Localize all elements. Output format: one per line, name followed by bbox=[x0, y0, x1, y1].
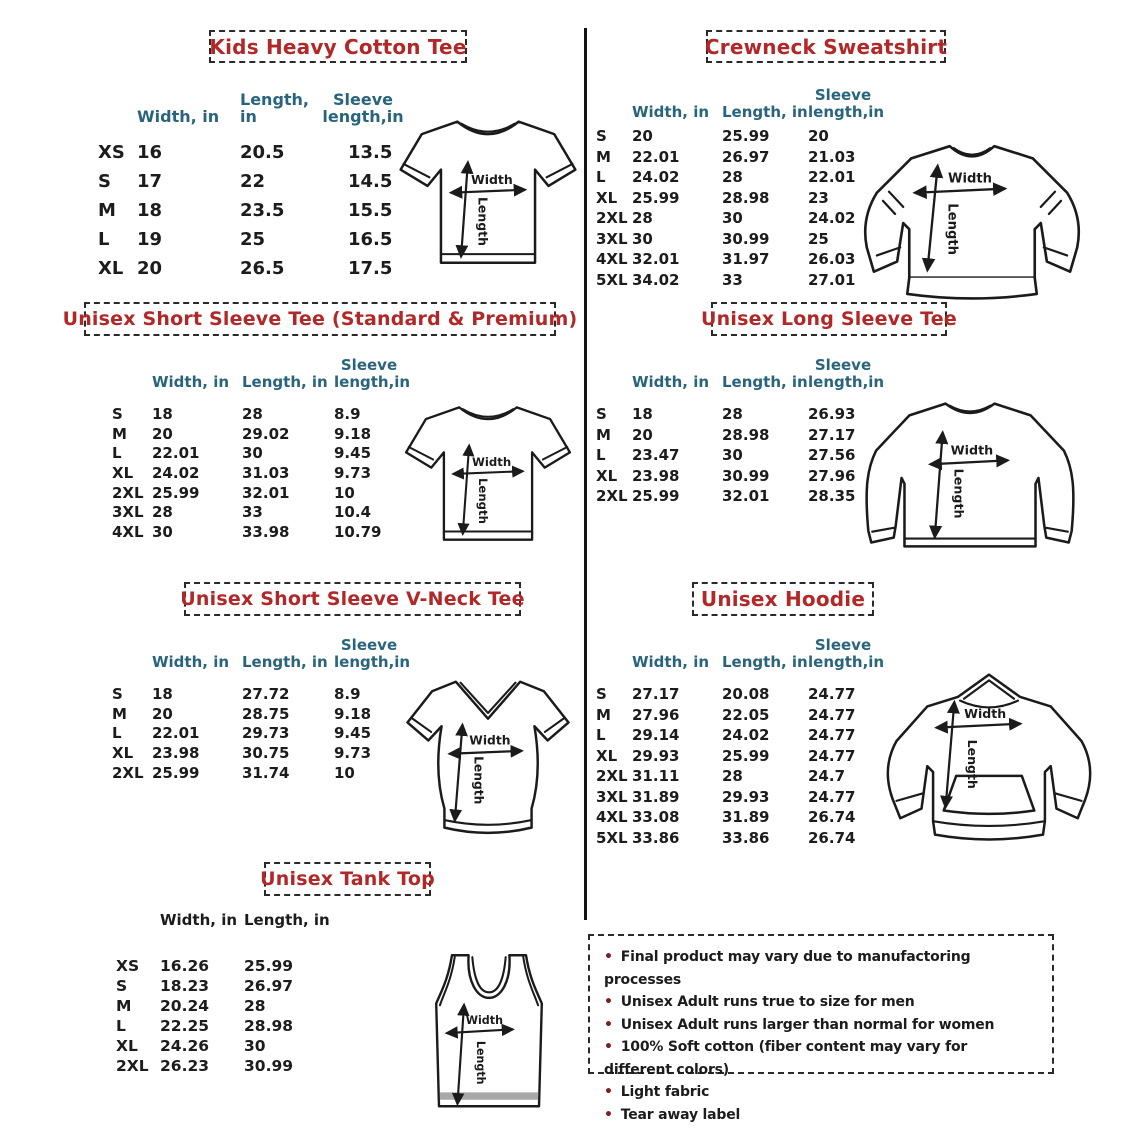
measurement-value: 28 bbox=[722, 767, 743, 786]
center-divider-line bbox=[584, 28, 587, 920]
product-notes-box bbox=[588, 934, 1054, 1123]
measurement-value: 23.98 bbox=[152, 743, 200, 762]
table-row bbox=[112, 723, 404, 743]
table-header-row bbox=[112, 630, 411, 672]
table-row bbox=[596, 807, 878, 828]
measurement-value: 21.03 bbox=[808, 147, 856, 166]
column-header: Sleeve length,in bbox=[334, 356, 411, 391]
tshirt-illustration bbox=[398, 392, 578, 564]
width-label: Width bbox=[465, 1013, 503, 1027]
measurement-value: 25.99 bbox=[722, 127, 770, 146]
column-header: Length, in bbox=[722, 652, 808, 671]
size-label: L bbox=[98, 229, 110, 250]
measurement-value: 9.18 bbox=[334, 424, 372, 443]
measurement-value: 31.89 bbox=[722, 808, 770, 827]
measurement-value: 9.45 bbox=[334, 724, 372, 743]
measurement-value: 22.05 bbox=[722, 705, 770, 724]
measurement-value: 30.99 bbox=[722, 229, 770, 248]
size-label: L bbox=[596, 726, 606, 745]
table-header-row bbox=[98, 80, 404, 128]
measurement-value: 24.02 bbox=[152, 463, 200, 482]
note-item: • 100% Soft cotton (fiber content may vary for different colors) bbox=[604, 1036, 1038, 1081]
measurement-value: 20 bbox=[152, 704, 173, 723]
column-header: Length, in bbox=[722, 372, 808, 391]
measurement-value: 28 bbox=[244, 997, 266, 1015]
measurement-value: 25.99 bbox=[152, 763, 200, 782]
size-table-v-neck bbox=[112, 630, 411, 782]
measurement-value: 26.03 bbox=[808, 250, 856, 269]
measurement-value: 29.14 bbox=[632, 726, 680, 745]
size-label: M bbox=[596, 425, 611, 444]
measurement-value: 28.35 bbox=[808, 487, 856, 506]
measurement-value: 20 bbox=[152, 424, 173, 443]
measurement-value: 8.9 bbox=[334, 684, 361, 703]
table-row bbox=[596, 229, 878, 250]
column-header: Width, in bbox=[152, 372, 230, 391]
measurement-value: 16.26 bbox=[160, 957, 210, 975]
measurement-value: 33 bbox=[722, 270, 743, 289]
table-header-row bbox=[596, 350, 885, 392]
width-label: Width bbox=[470, 172, 513, 188]
column-header: Width, in bbox=[152, 652, 230, 671]
note-item: • Unisex Adult runs larger than normal for women bbox=[604, 1014, 1038, 1037]
column-header: Width, in bbox=[137, 107, 220, 127]
measurement-value: 18 bbox=[152, 684, 173, 703]
size-label: 2XL bbox=[112, 763, 144, 782]
table-row bbox=[116, 1056, 336, 1076]
measurement-value: 18 bbox=[632, 405, 653, 424]
measurement-value: 30.99 bbox=[244, 1057, 294, 1075]
width-label: Width bbox=[472, 454, 512, 469]
table-row bbox=[116, 996, 336, 1016]
size-label: XL bbox=[596, 466, 618, 485]
size-label: 2XL bbox=[596, 767, 628, 786]
section-title-long-sleeve: Unisex Long Sleeve Tee bbox=[711, 302, 947, 336]
measurement-value: 16 bbox=[137, 142, 163, 163]
table-row bbox=[98, 254, 404, 283]
size-label: 5XL bbox=[596, 270, 628, 289]
section-title-tank: Unisex Tank Top bbox=[264, 862, 431, 896]
measurement-value: 31.11 bbox=[632, 767, 680, 786]
measurement-value: 30 bbox=[632, 229, 653, 248]
table-row bbox=[112, 743, 404, 763]
table-row bbox=[112, 404, 404, 424]
table-row bbox=[596, 188, 878, 209]
measurement-value: 26.23 bbox=[160, 1057, 210, 1075]
size-label: 3XL bbox=[596, 229, 628, 248]
measurement-value: 28 bbox=[722, 405, 743, 424]
measurement-value: 25 bbox=[808, 229, 829, 248]
table-row bbox=[596, 787, 878, 808]
measurement-value: 20.5 bbox=[240, 142, 285, 163]
measurement-value: 23 bbox=[808, 188, 829, 207]
note-item: • Tear away label bbox=[604, 1104, 1038, 1127]
measurement-value: 27.96 bbox=[632, 705, 680, 724]
size-table-short-sleeve bbox=[112, 350, 411, 542]
measurement-value: 33 bbox=[242, 503, 263, 522]
measurement-value: 29.73 bbox=[242, 724, 290, 743]
measurement-value: 27.17 bbox=[632, 685, 680, 704]
size-label: XL bbox=[112, 743, 134, 762]
measurement-value: 26.74 bbox=[808, 828, 856, 847]
measurement-value: 31.03 bbox=[242, 463, 290, 482]
measurement-value: 9.45 bbox=[334, 444, 372, 463]
column-header: Width, in bbox=[632, 372, 710, 391]
table-row bbox=[596, 208, 878, 229]
measurement-value: 24.77 bbox=[808, 787, 856, 806]
size-label: 3XL bbox=[112, 503, 144, 522]
size-table-crewneck bbox=[596, 80, 885, 290]
width-label: Width bbox=[469, 733, 511, 748]
sweatshirt-illustration bbox=[850, 130, 1094, 302]
measurement-value: 22.01 bbox=[808, 168, 856, 187]
measurement-value: 17 bbox=[137, 171, 163, 192]
measurement-value: 24.26 bbox=[160, 1037, 210, 1055]
column-header: Length, in bbox=[244, 910, 330, 929]
size-label: M bbox=[116, 997, 132, 1015]
table-row bbox=[112, 443, 404, 463]
table-header-row bbox=[112, 350, 411, 392]
measurement-value: 29.93 bbox=[632, 746, 680, 765]
measurement-value: 22 bbox=[240, 171, 266, 192]
note-item: • Light fabric bbox=[604, 1081, 1038, 1104]
size-label: L bbox=[596, 446, 606, 465]
table-row bbox=[112, 763, 404, 783]
measurement-value: 22.01 bbox=[632, 147, 680, 166]
column-header: Sleeve length,in bbox=[334, 636, 411, 671]
size-label: S bbox=[596, 127, 607, 146]
width-label: Width bbox=[947, 171, 992, 187]
size-table-tank bbox=[116, 908, 336, 1076]
measurement-value: 18 bbox=[152, 404, 173, 423]
measurement-value: 30.75 bbox=[242, 743, 290, 762]
measurement-value: 32.01 bbox=[722, 487, 770, 506]
table-row bbox=[596, 466, 878, 487]
size-label: 2XL bbox=[596, 209, 628, 228]
size-label: XL bbox=[596, 188, 618, 207]
v-neck-tee-illustration bbox=[398, 670, 578, 846]
measurement-value: 20.08 bbox=[722, 685, 770, 704]
size-label: 2XL bbox=[596, 487, 628, 506]
measurement-value: 26.74 bbox=[808, 808, 856, 827]
measurement-value: 33.08 bbox=[632, 808, 680, 827]
measurement-value: 31.89 bbox=[632, 787, 680, 806]
measurement-value: 27.96 bbox=[808, 466, 856, 485]
measurement-value: 26.5 bbox=[240, 258, 285, 279]
table-row bbox=[116, 976, 336, 996]
measurement-value: 23.5 bbox=[240, 200, 285, 221]
size-label: M bbox=[596, 147, 611, 166]
table-row bbox=[98, 138, 404, 167]
size-label: 2XL bbox=[112, 483, 144, 502]
measurement-value: 22.01 bbox=[152, 444, 200, 463]
measurement-value: 20 bbox=[632, 127, 653, 146]
measurement-value: 28 bbox=[242, 404, 263, 423]
size-label: XL bbox=[98, 258, 124, 279]
note-item: • Unisex Adult runs true to size for men bbox=[604, 991, 1038, 1014]
measurement-value: 30 bbox=[244, 1037, 266, 1055]
size-label: XL bbox=[596, 746, 618, 765]
table-row bbox=[98, 196, 404, 225]
table-row bbox=[98, 225, 404, 254]
table-row bbox=[112, 463, 404, 483]
product-notes-list bbox=[604, 946, 1038, 1126]
table-row bbox=[596, 249, 878, 270]
measurement-value: 26.93 bbox=[808, 405, 856, 424]
measurement-value: 26.97 bbox=[244, 977, 294, 995]
measurement-value: 24.7 bbox=[808, 767, 846, 786]
table-row bbox=[596, 126, 878, 147]
measurement-value: 30 bbox=[152, 522, 173, 541]
table-header-row bbox=[596, 80, 885, 122]
size-label: L bbox=[596, 168, 606, 187]
measurement-value: 28 bbox=[722, 168, 743, 187]
length-label: Length bbox=[471, 756, 486, 805]
measurement-value: 33.98 bbox=[242, 522, 290, 541]
measurement-value: 20 bbox=[808, 127, 829, 146]
column-header: Length, in bbox=[242, 652, 328, 671]
column-header: Sleeve length,in bbox=[808, 356, 885, 391]
measurement-value: 24.77 bbox=[808, 726, 856, 745]
measurement-value: 22.01 bbox=[152, 724, 200, 743]
measurement-value: 28.98 bbox=[722, 425, 770, 444]
width-label: Width bbox=[950, 442, 994, 458]
measurement-value: 22.25 bbox=[160, 1017, 210, 1035]
measurement-value: 27.17 bbox=[808, 425, 856, 444]
size-label: XS bbox=[98, 142, 125, 163]
measurement-value: 10 bbox=[334, 483, 355, 502]
measurement-value: 29.02 bbox=[242, 424, 290, 443]
measurement-value: 28.75 bbox=[242, 704, 290, 723]
table-row bbox=[116, 956, 336, 976]
table-row bbox=[112, 704, 404, 724]
measurement-value: 25.99 bbox=[632, 487, 680, 506]
size-label: XS bbox=[116, 957, 140, 975]
table-row bbox=[116, 1036, 336, 1056]
measurement-value: 20 bbox=[632, 425, 653, 444]
table-row bbox=[596, 705, 878, 726]
measurement-value: 32.01 bbox=[242, 483, 290, 502]
measurement-value: 19 bbox=[137, 229, 163, 250]
measurement-value: 23.47 bbox=[632, 446, 680, 465]
size-label: 2XL bbox=[116, 1057, 149, 1075]
measurement-value: 10.4 bbox=[334, 503, 372, 522]
measurement-value: 29.93 bbox=[722, 787, 770, 806]
table-row bbox=[112, 684, 404, 704]
table-header-row bbox=[116, 908, 336, 930]
size-label: 4XL bbox=[596, 250, 628, 269]
table-row bbox=[98, 167, 404, 196]
section-title-hoodie: Unisex Hoodie bbox=[692, 582, 874, 616]
measurement-value: 8.9 bbox=[334, 404, 361, 423]
measurement-value: 10.79 bbox=[334, 522, 382, 541]
measurement-value: 25 bbox=[240, 229, 266, 250]
measurement-value: 24.77 bbox=[808, 685, 856, 704]
measurement-value: 31.74 bbox=[242, 763, 290, 782]
table-row bbox=[596, 445, 878, 466]
table-row bbox=[596, 167, 878, 188]
section-title-v-neck: Unisex Short Sleeve V-Neck Tee bbox=[184, 582, 521, 616]
measurement-value: 27.56 bbox=[808, 446, 856, 465]
measurement-value: 24.77 bbox=[808, 705, 856, 724]
size-label: M bbox=[112, 424, 127, 443]
measurement-value: 20 bbox=[137, 258, 163, 279]
measurement-value: 13.5 bbox=[348, 142, 393, 163]
size-label: M bbox=[98, 200, 116, 221]
note-item: • Final product may vary due to manufactoring processes bbox=[604, 946, 1038, 991]
table-row bbox=[596, 766, 878, 787]
measurement-value: 17.5 bbox=[348, 258, 393, 279]
measurement-value: 9.18 bbox=[334, 704, 372, 723]
size-label: S bbox=[596, 685, 607, 704]
size-label: M bbox=[112, 704, 127, 723]
measurement-value: 16.5 bbox=[348, 229, 393, 250]
section-title-crewneck: Crewneck Sweatshirt bbox=[706, 30, 946, 63]
size-label: XL bbox=[112, 463, 134, 482]
table-row bbox=[596, 404, 878, 425]
size-table-long-sleeve bbox=[596, 350, 885, 507]
measurement-value: 28.98 bbox=[722, 188, 770, 207]
tank-top-illustration bbox=[424, 946, 554, 1122]
section-title-kids-tee: Kids Heavy Cotton Tee bbox=[209, 30, 467, 63]
table-row bbox=[112, 424, 404, 444]
size-label: S bbox=[112, 404, 123, 423]
measurement-value: 27.72 bbox=[242, 684, 290, 703]
length-label: Length bbox=[475, 196, 491, 247]
table-row bbox=[596, 147, 878, 168]
table-row bbox=[596, 486, 878, 507]
measurement-value: 24.02 bbox=[632, 168, 680, 187]
size-table-kids-tee bbox=[98, 80, 404, 283]
column-header: Width, in bbox=[632, 102, 710, 121]
measurement-value: 28 bbox=[632, 209, 653, 228]
measurement-value: 24.77 bbox=[808, 746, 856, 765]
measurement-value: 20.24 bbox=[160, 997, 210, 1015]
long-sleeve-tee-illustration bbox=[848, 388, 1092, 564]
measurement-value: 27.01 bbox=[808, 270, 856, 289]
column-header: Sleeve length,in bbox=[322, 89, 404, 127]
size-label: XL bbox=[116, 1037, 138, 1055]
table-row bbox=[596, 684, 878, 705]
measurement-value: 15.5 bbox=[348, 200, 393, 221]
measurement-value: 18 bbox=[137, 200, 163, 221]
size-label: S bbox=[596, 405, 607, 424]
section-title-short-sleeve: Unisex Short Sleeve Tee (Standard & Premium) bbox=[84, 302, 556, 336]
table-row bbox=[596, 828, 878, 849]
measurement-value: 26.97 bbox=[722, 147, 770, 166]
measurement-value: 25.99 bbox=[152, 483, 200, 502]
size-label: L bbox=[112, 444, 122, 463]
hoodie-illustration bbox=[870, 664, 1108, 852]
size-label: S bbox=[116, 977, 128, 995]
measurement-value: 9.73 bbox=[334, 463, 372, 482]
measurement-value: 18.23 bbox=[160, 977, 210, 995]
column-header: Length, in bbox=[722, 102, 808, 121]
measurement-value: 30 bbox=[242, 444, 263, 463]
measurement-value: 30 bbox=[722, 446, 743, 465]
size-label: S bbox=[98, 171, 111, 192]
size-label: L bbox=[116, 1017, 126, 1035]
size-label: M bbox=[596, 705, 611, 724]
length-label: Length bbox=[944, 203, 960, 255]
measurement-value: 10 bbox=[334, 763, 355, 782]
measurement-value: 30.99 bbox=[722, 466, 770, 485]
table-row bbox=[596, 270, 878, 291]
size-label: 5XL bbox=[596, 828, 628, 847]
measurement-value: 33.86 bbox=[722, 828, 770, 847]
column-header: Length, in bbox=[242, 372, 328, 391]
measurement-value: 30 bbox=[722, 209, 743, 228]
measurement-value: 28 bbox=[152, 503, 173, 522]
table-header-row bbox=[596, 630, 885, 672]
length-label: Length bbox=[951, 468, 967, 519]
size-label: L bbox=[112, 724, 122, 743]
column-header: Width, in bbox=[632, 652, 710, 671]
table-row bbox=[596, 725, 878, 746]
measurement-value: 24.02 bbox=[808, 209, 856, 228]
size-label: 4XL bbox=[112, 522, 144, 541]
measurement-value: 33.86 bbox=[632, 828, 680, 847]
table-row bbox=[596, 746, 878, 767]
table-row bbox=[112, 522, 404, 542]
measurement-value: 34.02 bbox=[632, 270, 680, 289]
measurement-value: 32.01 bbox=[632, 250, 680, 269]
table-row bbox=[116, 1016, 336, 1036]
kids-tshirt-illustration bbox=[392, 106, 584, 288]
column-header: Sleeve length,in bbox=[808, 86, 885, 121]
measurement-value: 14.5 bbox=[348, 171, 393, 192]
measurement-value: 25.99 bbox=[632, 188, 680, 207]
measurement-value: 23.98 bbox=[632, 466, 680, 485]
length-label: Length bbox=[473, 1040, 487, 1085]
size-label: 4XL bbox=[596, 808, 628, 827]
width-label: Width bbox=[964, 705, 1007, 721]
measurement-value: 25.99 bbox=[244, 957, 294, 975]
measurement-value: 9.73 bbox=[334, 743, 372, 762]
table-row bbox=[596, 425, 878, 446]
size-table-hoodie bbox=[596, 630, 885, 848]
length-label: Length bbox=[476, 477, 490, 524]
length-label: Length bbox=[964, 739, 980, 789]
column-header: Length, in bbox=[240, 89, 310, 127]
measurement-value: 31.97 bbox=[722, 250, 770, 269]
measurement-value: 24.02 bbox=[722, 726, 770, 745]
table-row bbox=[112, 502, 404, 522]
measurement-value: 28.98 bbox=[244, 1017, 294, 1035]
table-row bbox=[112, 483, 404, 503]
measurement-value: 25.99 bbox=[722, 746, 770, 765]
column-header: Width, in bbox=[160, 910, 238, 929]
size-label: S bbox=[112, 684, 123, 703]
column-header: Sleeve length,in bbox=[808, 636, 885, 671]
size-label: 3XL bbox=[596, 787, 628, 806]
